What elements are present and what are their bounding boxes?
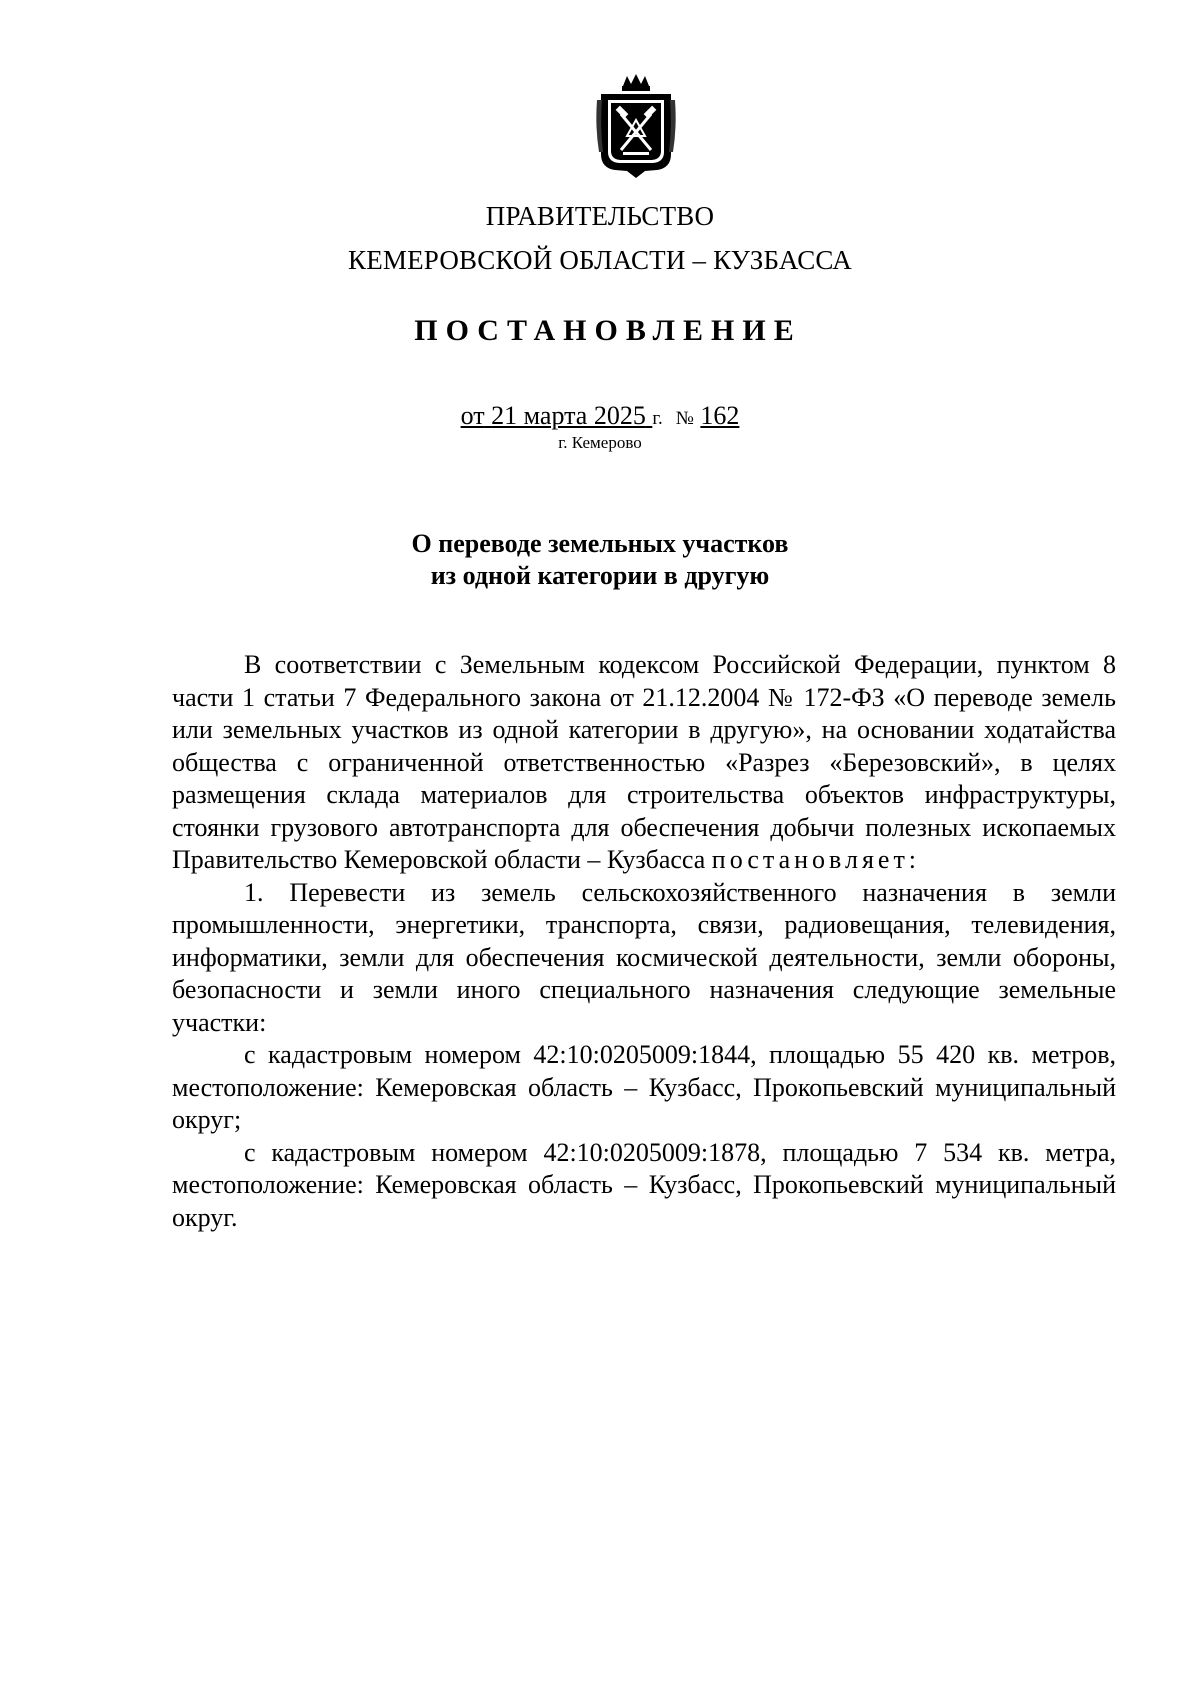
- document-body: [172, 649, 1116, 1234]
- item-1-paragraph: 1. Перевести из земель сельскохозяйственного назначения в земли промышленности, энергетики, транспорта, связи, радиовещания, телевидения, информатики, земли для обеспечения космической деятельности, земли обороны, безопасности и земли иного специального назначения следующие земельные участки:: [172, 877, 1116, 1037]
- land-plot-1: с кадастровым номером 42:10:0205009:1844, площадью 55 420 кв. метров, местоположение: Кемеровская область – Кузбасс, Прокопьевский муниципальный округ;: [172, 1040, 1116, 1134]
- date-prefix: от: [460, 401, 485, 430]
- document-type-title: ПОСТАНОВЛЕНИЕ: [414, 314, 802, 347]
- document-number: 162: [700, 401, 740, 430]
- document-city: г. Кемерово: [558, 433, 642, 452]
- document-date: 21 марта 2025: [491, 401, 646, 430]
- document-date-number: [0, 400, 1200, 435]
- subject-line-1: О переводе земельных участков: [411, 529, 789, 558]
- coat-of-arms-icon: [593, 72, 679, 180]
- preamble-text: В соответствии с Земельным кодексом Российской Федерации, пунктом 8 части 1 статьи 7 Федерального закона от 21.12.2004 № 172-ФЗ «О переводе земель или земельных участков из одной категории в другую», на основании ходатайства общества с ограниченной ответственностью «Разрез «Березовский», в целях размещения склада материалов для строительства объектов инфраструктуры, стоянки грузового автотранспорта для обеспечения добычи полезных ископаемых Правительство Кемеровской области – Кузбасса: [172, 650, 1116, 874]
- organization-name-line-2: КЕМЕРОВСКОЙ ОБЛАСТИ – КУЗБАССА: [348, 245, 852, 275]
- decree-word: постановляет:: [711, 845, 921, 874]
- preamble-paragraph: [172, 649, 1116, 877]
- land-plot-2: с кадастровым номером 42:10:0205009:1878, площадью 7 534 кв. метра, местоположение: Кемеровская область – Кузбасс, Прокопьевский муниципальный округ.: [172, 1137, 1116, 1232]
- number-sign: №: [675, 408, 694, 429]
- organization-name-line-1: ПРАВИТЕЛЬСТВО: [485, 201, 715, 231]
- subject-line-2: из одной категории в другую: [430, 561, 770, 590]
- year-suffix: г.: [652, 408, 663, 429]
- document-subject: [0, 528, 1200, 592]
